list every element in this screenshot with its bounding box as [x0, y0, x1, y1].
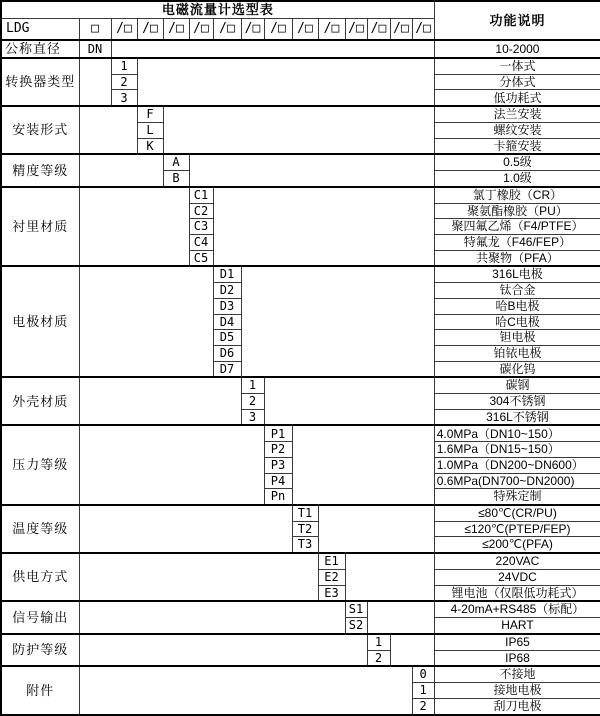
category-label-pressure-rating: 压力等级 — [1, 425, 79, 505]
desc-cell: 一体式 — [434, 58, 600, 74]
code-cell: 1 — [241, 377, 264, 393]
code-cell: 0 — [412, 666, 434, 682]
spacer-cell — [79, 154, 163, 187]
spacer-cell — [213, 187, 434, 267]
code-cell: T3 — [292, 537, 318, 553]
category-label-liner-material: 衬里材质 — [1, 187, 79, 267]
category-label-power-supply: 供电方式 — [1, 553, 79, 601]
code-cell: D6 — [213, 345, 241, 361]
spacer-cell — [79, 377, 241, 425]
category-label-nominal-diameter: 公称直径 — [1, 40, 79, 58]
code-cell: 1 — [111, 58, 137, 74]
desc-cell: 碳化钨 — [434, 361, 600, 377]
table-row — [1, 266, 600, 282]
code-cell: C3 — [189, 219, 213, 235]
spacer-cell — [79, 187, 189, 267]
desc-cell: 哈B电极 — [434, 298, 600, 314]
desc-cell: ≤120℃(PTEP/FEP) — [434, 521, 600, 537]
model-code-slot: /□ — [163, 18, 189, 40]
table-row — [1, 425, 600, 441]
category-label-installation-type: 安装形式 — [1, 106, 79, 154]
table-row — [1, 505, 600, 521]
desc-cell: 氯丁橡胶（CR） — [434, 187, 600, 203]
desc-cell: 锂电池（仅限低功耗式） — [434, 585, 600, 601]
desc-cell: 4-20mA+RS485（标配） — [434, 601, 600, 617]
code-cell: 2 — [241, 394, 264, 410]
table-row — [1, 377, 600, 393]
spacer-cell — [79, 601, 345, 634]
model-base-box: □ — [79, 18, 111, 40]
table-title: 电磁流量计选型表 — [1, 1, 434, 18]
table-row — [1, 634, 600, 650]
code-cell: 3 — [111, 90, 137, 106]
spacer-cell — [79, 505, 292, 553]
code-cell: 1 — [412, 683, 434, 699]
code-cell: F — [137, 106, 163, 122]
code-cell: C1 — [189, 187, 213, 203]
function-column-header: 功能说明 — [434, 1, 600, 40]
desc-cell: 钽电极 — [434, 330, 600, 346]
code-cell: D1 — [213, 266, 241, 282]
desc-cell: 220VAC — [434, 553, 600, 569]
spacer-cell — [137, 58, 434, 106]
spacer-cell — [79, 106, 137, 154]
category-label-protection-rating: 防护等级 — [1, 634, 79, 667]
desc-cell: 接地电极 — [434, 683, 600, 699]
table-row — [1, 1, 600, 18]
category-label-temperature-rating: 温度等级 — [1, 505, 79, 553]
desc-cell: 10-2000 — [434, 40, 600, 58]
table-row — [1, 154, 600, 170]
model-code-slot: /□ — [292, 18, 318, 40]
spacer-cell — [390, 634, 434, 667]
model-prefix: LDG — [1, 18, 79, 40]
spacer-cell — [264, 377, 434, 425]
model-code-slot: /□ — [318, 18, 345, 40]
spacer-cell — [79, 266, 213, 377]
spacer-cell — [241, 266, 434, 377]
spacer-cell — [163, 106, 434, 154]
code-cell: S2 — [345, 618, 367, 634]
desc-cell: 共聚物（PFA） — [434, 250, 600, 266]
code-cell: T1 — [292, 505, 318, 521]
desc-cell: 304不锈钢 — [434, 394, 600, 410]
desc-cell: ≤80℃(CR/PU) — [434, 505, 600, 521]
spacer-cell — [79, 58, 111, 106]
code-cell: E1 — [318, 553, 345, 569]
desc-cell: IP65 — [434, 634, 600, 650]
code-cell: T2 — [292, 521, 318, 537]
desc-cell: 钛合金 — [434, 283, 600, 299]
code-cell: C5 — [189, 250, 213, 266]
desc-cell: 316L不锈钢 — [434, 409, 600, 425]
category-label-accuracy-class: 精度等级 — [1, 154, 79, 187]
code-cell: P1 — [264, 425, 292, 441]
model-code-slot: /□ — [412, 18, 434, 40]
desc-cell: 聚氨酯橡胶（PU） — [434, 203, 600, 219]
model-code-slot: /□ — [345, 18, 367, 40]
table-row — [1, 40, 600, 58]
spacer-cell — [367, 601, 434, 634]
code-cell: 2 — [111, 74, 137, 90]
code-cell: 2 — [367, 650, 390, 666]
desc-cell: 316L电极 — [434, 266, 600, 282]
desc-cell: 聚四氟乙烯（F4/PTFE） — [434, 219, 600, 235]
code-cell: D7 — [213, 361, 241, 377]
desc-cell: 碳钢 — [434, 377, 600, 393]
table-row — [1, 553, 600, 569]
table-row — [1, 106, 600, 122]
code-cell: K — [137, 138, 163, 154]
spacer-cell — [111, 40, 434, 58]
desc-cell: 0.5级 — [434, 154, 600, 170]
code-cell: P2 — [264, 442, 292, 458]
code-cell: E2 — [318, 569, 345, 585]
desc-cell: 4.0MPa（DN10~150） — [434, 425, 600, 441]
spacer-cell — [189, 154, 434, 187]
desc-cell: 不接地 — [434, 666, 600, 682]
code-cell: D4 — [213, 314, 241, 330]
category-label-converter-type: 转换器类型 — [1, 58, 79, 106]
desc-cell: 1.6MPa（DN15~150） — [434, 442, 600, 458]
spacer-cell — [79, 425, 264, 505]
table-row — [1, 666, 600, 682]
desc-cell: 分体式 — [434, 74, 600, 90]
desc-cell: 低功耗式 — [434, 90, 600, 106]
table-row — [1, 601, 600, 617]
spacer-cell — [345, 553, 434, 601]
desc-cell: 铂铱电极 — [434, 345, 600, 361]
code-cell: DN — [79, 40, 111, 58]
code-cell: D2 — [213, 283, 241, 299]
code-cell: A — [163, 154, 189, 170]
desc-cell: IP68 — [434, 650, 600, 666]
spacer-cell — [79, 553, 318, 601]
desc-cell: 特氟龙（F46/FEP） — [434, 234, 600, 250]
code-cell: D5 — [213, 330, 241, 346]
desc-cell: 螺纹安装 — [434, 122, 600, 138]
model-code-slot: /□ — [111, 18, 137, 40]
category-label-housing-material: 外壳材质 — [1, 377, 79, 425]
category-label-accessories: 附件 — [1, 666, 79, 715]
code-cell: B — [163, 171, 189, 187]
category-label-electrode-material: 电极材质 — [1, 266, 79, 377]
table-row — [1, 58, 600, 74]
category-label-signal-output: 信号输出 — [1, 601, 79, 634]
code-cell: 2 — [412, 698, 434, 715]
model-code-slot: /□ — [189, 18, 213, 40]
desc-cell: 哈C电极 — [434, 314, 600, 330]
code-cell: D3 — [213, 298, 241, 314]
code-cell: L — [137, 122, 163, 138]
spacer-cell — [318, 505, 434, 553]
model-code-slot: /□ — [367, 18, 390, 40]
code-cell: C2 — [189, 203, 213, 219]
desc-cell: 1.0级 — [434, 171, 600, 187]
model-code-slot: /□ — [264, 18, 292, 40]
code-cell: 1 — [367, 634, 390, 650]
desc-cell: HART — [434, 618, 600, 634]
desc-cell: 24VDC — [434, 569, 600, 585]
desc-cell: 0.6MPa(DN700~DN2000) — [434, 473, 600, 489]
code-cell: P4 — [264, 473, 292, 489]
table-row — [1, 187, 600, 203]
model-code-slot: /□ — [213, 18, 241, 40]
model-code-slot: /□ — [137, 18, 163, 40]
desc-cell: 特殊定制 — [434, 489, 600, 505]
model-code-slot: /□ — [390, 18, 412, 40]
code-cell: Pn — [264, 489, 292, 505]
code-cell: C4 — [189, 234, 213, 250]
desc-cell: 1.0MPa（DN200~DN600） — [434, 457, 600, 473]
code-cell: S1 — [345, 601, 367, 617]
spacer-cell — [292, 425, 434, 505]
desc-cell: 卡箍安装 — [434, 138, 600, 154]
code-cell: P3 — [264, 457, 292, 473]
desc-cell: 法兰安装 — [434, 106, 600, 122]
spacer-cell — [79, 634, 367, 667]
desc-cell: ≤200℃(PFA) — [434, 537, 600, 553]
desc-cell: 刮刀电极 — [434, 698, 600, 715]
spacer-cell — [79, 666, 412, 715]
model-code-slot: /□ — [241, 18, 264, 40]
code-cell: 3 — [241, 409, 264, 425]
code-cell: E3 — [318, 585, 345, 601]
